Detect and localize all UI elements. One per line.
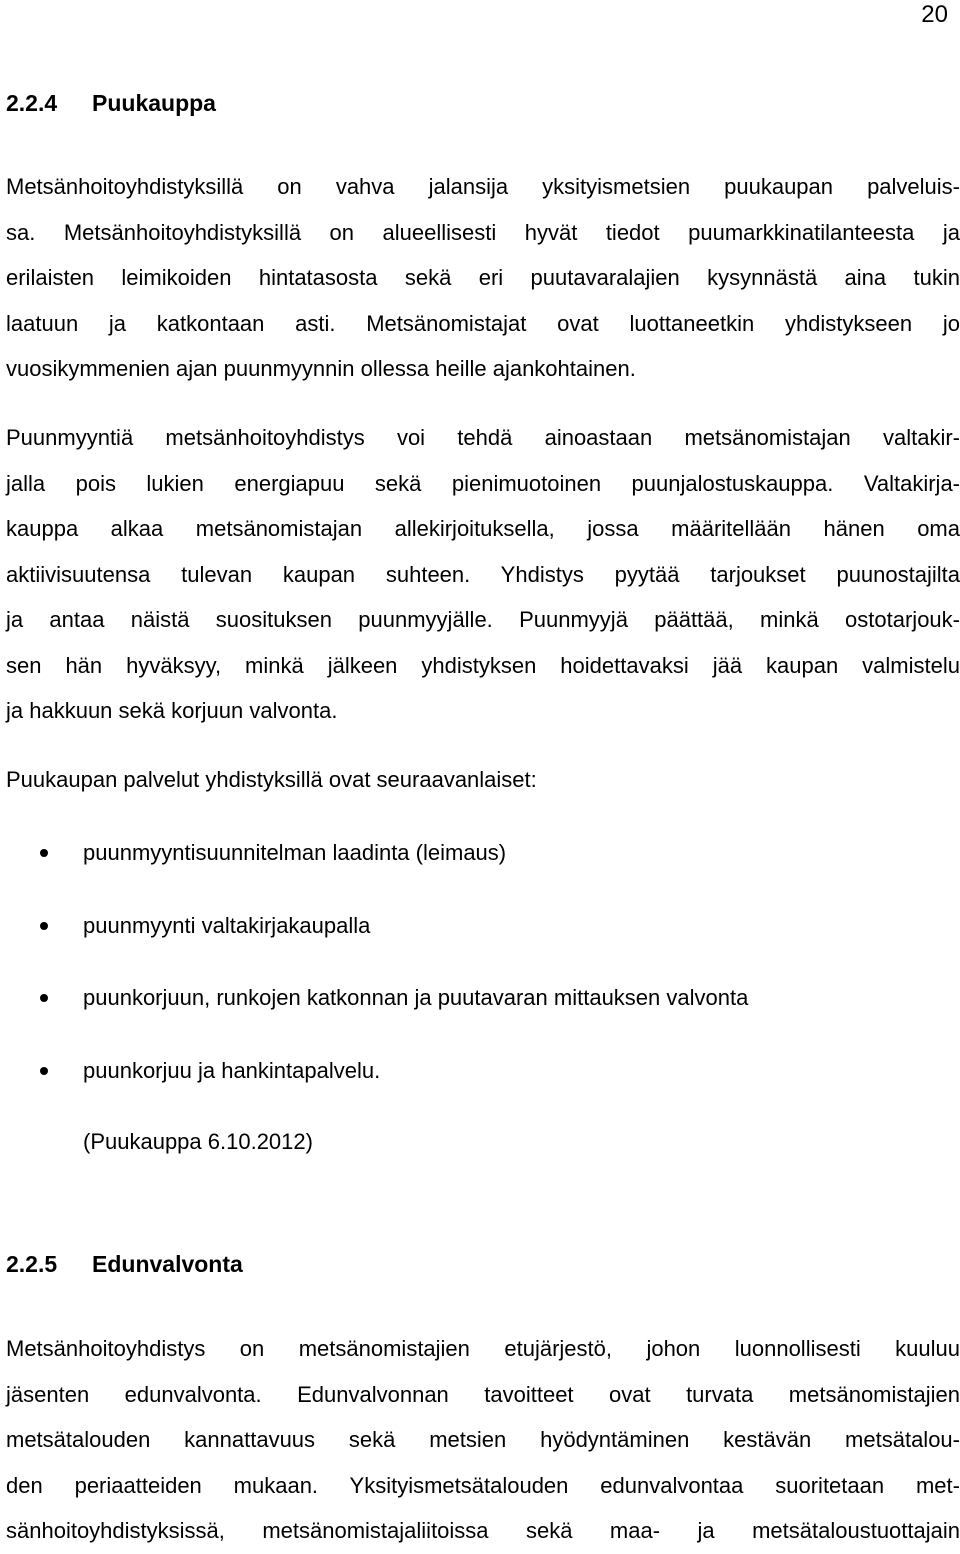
section-heading-edunvalvonta [6,1249,243,1279]
section-number: 2.2.4 [6,90,58,116]
text-line: Puunmyyntiä metsänhoitoyhdistys voi tehdä ainoastaan metsänomistajan valtakir- [6,425,960,450]
text-line: sänhoitoyhdistyksissä, metsänomistajaliitoissa sekä maa- ja metsätaloustuottajain [6,1518,960,1543]
text-line: sen hän hyväksyy, minkä jälkeen yhdistyksen hoidettavaksi jää kaupan valmistelu [6,652,960,678]
text-line: Puukaupan palvelut yhdistyksillä ovat seuraavanlaiset: [6,767,537,792]
paragraph-puukauppa-intro [6,164,960,392]
text-line: aktiivisuutensa tulevan kaupan suhteen. Yhdistys pyytää tarjoukset puunostajilta [6,561,960,587]
text-line: Metsänhoitoyhdistyksillä on vahva jalansija yksityismetsien puukaupan palveluis- [6,174,960,199]
list-item-text: puunmyyntisuunnitelman laadinta (leimaus) [83,840,507,865]
text-line: metsätalouden kannattavuus sekä metsien hyödyntäminen kestävän metsätalou- [6,1427,960,1452]
list-item-text: puunkorjuu ja hankintapalvelu. [83,1057,381,1083]
bullet-icon [40,922,48,930]
paragraph-valtakirjakauppa [6,415,960,734]
text-line: ja antaa näistä suosituksen puunmyyjälle. Puunmyyjä päättää, minkä ostotarjouk- [6,607,960,632]
text-line: jäsenten edunvalvonta. Edunvalvonnan tavoitteet ovat turvata metsänomistajien [6,1381,960,1407]
text-line: jalla pois lukien energiapuu sekä pienimuotoinen puunjalostuskauppa. Valtakirja- [6,470,960,496]
list-item-text: puunkorjuun, runkojen katkonnan ja puutavaran mittauksen valvonta [83,985,749,1010]
source-citation: (Puukauppa 6.10.2012) [83,1129,313,1154]
text-line: kauppa alkaa metsänomistajan allekirjoituksella, jossa määritellään hänen oma [6,516,960,541]
text-line: ja hakkuun sekä korjuun valvonta. [6,698,338,723]
bullet-icon [40,994,48,1002]
text-line: den periaatteiden mukaan. Yksityismetsätalouden edunvalvontaa suoritetaan met- [6,1472,960,1498]
text-line: laatuun ja katkontaan asti. Metsänomistajat ovat luottaneetkin yhdistykseen jo [6,310,960,336]
text-line: vuosikymmenien ajan puunmyynnin ollessa heille ajankohtainen. [6,356,636,381]
section-title: Puukauppa [92,90,216,116]
section-title: Edunvalvonta [92,1251,243,1277]
section-number: 2.2.5 [6,1251,58,1277]
bullet-icon [40,849,48,857]
text-line: sa. Metsänhoitoyhdistyksillä on alueellisesti hyvät tiedot puumarkkinatilanteesta ja [6,219,960,245]
section-heading-puukauppa [6,88,216,118]
text-line: erilaisten leimikoiden hintatasosta sekä eri puutavaralajien kysynnästä aina tukin [6,265,960,290]
page-number: 20 [921,1,948,28]
text-line: Metsänhoitoyhdistys on metsänomistajien etujärjestö, johon luonnollisesti kuuluu [6,1336,960,1361]
list-item-text: puunmyynti valtakirjakaupalla [83,912,371,938]
services-intro [6,757,960,803]
paragraph-edunvalvonta [6,1326,960,1554]
bullet-icon [40,1067,48,1075]
